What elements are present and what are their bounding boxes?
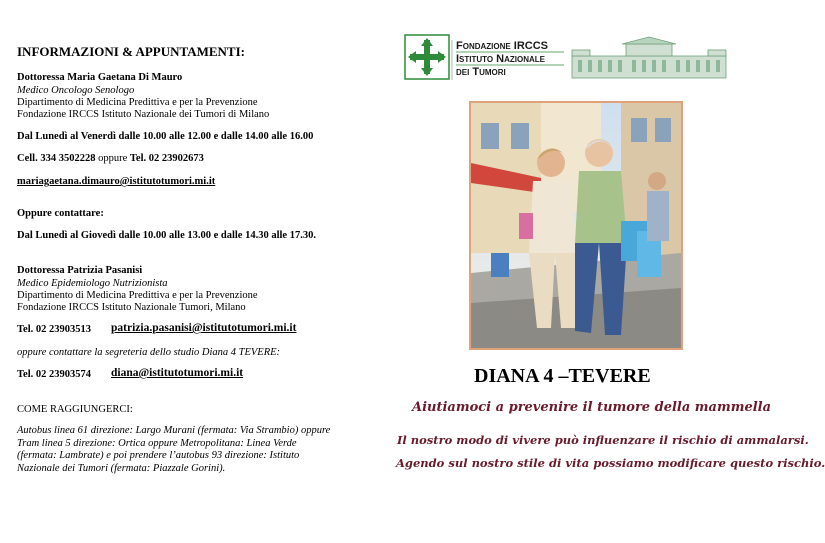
directions-text bbox=[17, 425, 357, 475]
cell-phone: Cell. 334 3502228 bbox=[17, 153, 96, 164]
doctor1-dept: Dipartimento di Medicina Predittiva e per la Prevenzione bbox=[17, 97, 258, 108]
logo-line3: dei Tumori bbox=[456, 66, 506, 78]
slogan: Aiutiamoci a prevenire il tumore della mammella bbox=[412, 400, 772, 415]
email2-link[interactable]: patrizia.pasanisi@istitutotumori.mi.it bbox=[111, 322, 297, 334]
info-heading: INFORMAZIONI & APPUNTAMENTI: bbox=[17, 44, 245, 59]
phone-connector: oppure bbox=[98, 153, 128, 164]
cross-arrows-icon bbox=[404, 34, 734, 90]
email3-link[interactable]: diana@istitutotumori.mi.it bbox=[111, 367, 244, 379]
tel2: Tel. 02 23903513 bbox=[17, 324, 91, 335]
doctor2-dept: Dipartimento di Medicina Predittiva e per la Prevenzione bbox=[17, 290, 258, 301]
hours2: Dal Lunedì al Giovedì dalle 10.00 alle 13.00 e dalle 14.30 alle 17.30. bbox=[17, 230, 316, 241]
doctor1-org: Fondazione IRCCS Istituto Nazionale dei Tumori di Milano bbox=[17, 109, 270, 120]
directions-title: COME RAGGIUNGERCI: bbox=[17, 404, 133, 415]
phones1 bbox=[17, 152, 204, 165]
logo-line2: Istituto Nazionale bbox=[456, 53, 546, 65]
logo-line1: Fondazione IRCCS bbox=[456, 40, 548, 52]
doctor1-name: Dottoressa Maria Gaetana Di Mauro bbox=[17, 72, 183, 83]
email1-link[interactable]: mariagaetana.dimauro@istitutotumori.mi.it bbox=[17, 176, 216, 187]
building-icon bbox=[572, 37, 726, 78]
directions-line: Nazionale dei Tumori (fermata: Piazzale Gorini). bbox=[17, 462, 226, 474]
doctor2-name: Dottoressa Patrizia Pasanisi bbox=[17, 265, 143, 276]
doctor1-role: Medico Oncologo Senologo bbox=[17, 85, 135, 96]
doctor2-role: Medico Epidemiologo Nutrizionista bbox=[17, 278, 168, 289]
women-shopping-photo bbox=[469, 101, 683, 350]
secretary-note: oppure contattare la segreteria dello studio Diana 4 TEVERE: bbox=[17, 347, 281, 358]
institute-logo bbox=[404, 34, 734, 90]
tagline-1: Il nostro modo di vivere può influenzare il rischio di ammalarsi. bbox=[397, 433, 809, 447]
doctor2-org: Fondazione IRCCS Istituto Nazionale Tumori, Milano bbox=[17, 302, 246, 313]
directions-line: Tram linea 5 direzione: Ortica oppure Metropolitana: Linea Verde bbox=[17, 437, 297, 449]
directions-line: (fermata: Lambrate) e poi prendere l’autobus 93 direzione: Istituto bbox=[17, 450, 300, 461]
brochure-title: DIANA 4 –TEVERE bbox=[474, 365, 651, 387]
hours1: Dal Lunedì al Venerdì dalle 10.00 alle 12.00 e dalle 14.00 alle 16.00 bbox=[17, 131, 314, 142]
tel3: Tel. 02 23903574 bbox=[17, 369, 91, 380]
tagline-2: Agendo sul nostro stile di vita possiamo modificare questo rischio. bbox=[396, 456, 825, 470]
tel-phone: Tel. 02 23902673 bbox=[129, 153, 204, 164]
directions-line: Autobus linea 61 direzione: Largo Murani (fermata: Via Strambio) oppure bbox=[17, 425, 331, 436]
alt-contact-label: Oppure contattare: bbox=[17, 208, 104, 219]
